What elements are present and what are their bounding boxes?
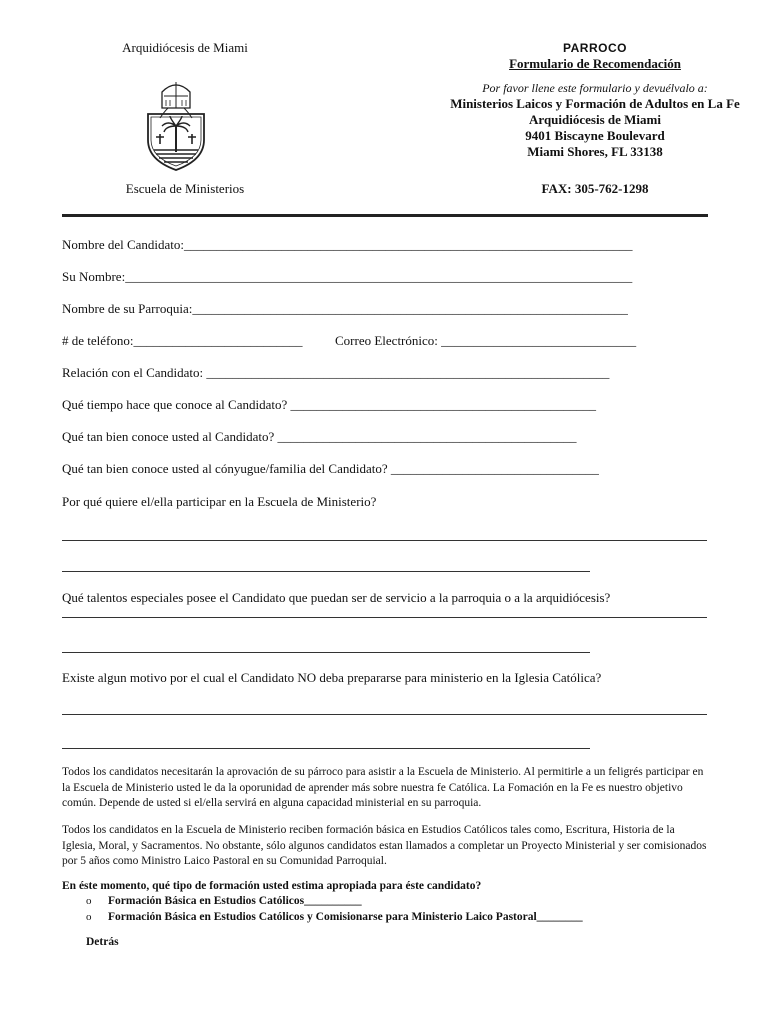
recipient-label: PARROCO xyxy=(563,41,627,55)
option-basic[interactable]: Formación Básica en Estudios Católicos__________ xyxy=(108,895,362,907)
address-line: 9401 Biscayne Boulevard xyxy=(525,128,665,143)
header-right xyxy=(380,40,770,160)
fax-number: FAX: 305-762-1298 xyxy=(541,181,649,196)
why-question: Por qué quiere el/ella participar en la Escuela de Ministerio? xyxy=(62,494,377,509)
return-instruction: Por favor llene este formulario y devuélvalo a: xyxy=(482,81,708,95)
approval-paragraph: Todos los candidatos necesitarán la aprovación de su párroco para asistir a la Escuela de Ministerio. Al permitirle a un feligrés participar en la Escuela de Ministerio usted le da la oporunidad de aprender más sobre nuestra fe Católica. La Fomación en la Fe es nuestro objetivo común. Depende de usted si el/ella servirá en alguna capacidad ministerial en su parroquia. xyxy=(62,766,704,809)
answer-line[interactable] xyxy=(62,571,590,572)
family-field[interactable]: Qué tan bien conoce usted al cónyugue/familia del Candidato? ________________________________ xyxy=(62,461,599,476)
answer-line[interactable] xyxy=(62,540,707,541)
address-line: Arquidiócesis de Miami xyxy=(529,112,661,127)
option-bullet[interactable]: o xyxy=(86,895,92,907)
address-line: Miami Shores, FL 33138 xyxy=(527,144,663,159)
formation-paragraph: Todos los candidatos en la Escuela de Ministerio reciben formación básica en Estudios Católicos tales como, Escritura, Historia de la Iglesia, Moral, y Sacramentos. No obstante, sólo algunos candidatos estan llamados a completar un Proyecto Ministerial y ser comisionados por 5 años como Ministro Laico Pastoral en su Comunidad Parroquial. xyxy=(62,824,707,867)
address-line: Ministerios Laicos y Formación de Adultos en La Fe xyxy=(450,96,740,111)
relation-field[interactable]: Relación con el Candidato: ______________________________________________________________ xyxy=(62,365,610,380)
answer-line[interactable] xyxy=(62,617,707,618)
form-title: Formulario de Recomendación xyxy=(509,56,681,71)
archdiocese-name: Arquidiócesis de Miami xyxy=(122,40,248,55)
answer-line[interactable] xyxy=(62,652,590,653)
email-field[interactable]: Correo Electrónico: ______________________________ xyxy=(335,333,637,348)
parish-name-field[interactable]: Nombre de su Parroquia:___________________________________________________________________ xyxy=(62,301,628,316)
continue-on-back: Detrás xyxy=(86,936,119,948)
how-long-field[interactable]: Qué tiempo hace que conoce al Candidato? _______________________________________________ xyxy=(62,397,596,412)
archdiocese-crest-icon xyxy=(140,78,212,172)
answer-line[interactable] xyxy=(62,714,707,715)
option-bullet[interactable]: o xyxy=(86,911,92,923)
phone-field[interactable]: # de teléfono:__________________________ xyxy=(62,333,303,348)
header-divider xyxy=(62,214,708,217)
reason-question: Existe algun motivo por el cual el Candidato NO deba prepararse para ministerio en la Iglesia Católica? xyxy=(62,670,602,685)
formation-question: En éste momento, qué tipo de formación usted estima apropiada para éste candidato? xyxy=(62,880,482,892)
answer-line[interactable] xyxy=(62,748,590,749)
how-well-field[interactable]: Qué tan bien conoce usted al Candidato? ______________________________________________ xyxy=(62,429,577,444)
school-name: Escuela de Ministerios xyxy=(125,181,245,196)
your-name-field[interactable]: Su Nombre:______________________________________________________________________________ xyxy=(62,269,633,284)
talents-question: Qué talentos especiales posee el Candidato que puedan ser de servicio a la parroquia o a la arquidiócesis? xyxy=(62,590,611,605)
candidate-name-field[interactable]: Nombre del Candidato:_____________________________________________________________________ xyxy=(62,237,633,252)
option-basic-commission[interactable]: Formación Básica en Estudios Católicos y Comisionarse para Ministerio Laico Pastoral________ xyxy=(108,911,583,923)
